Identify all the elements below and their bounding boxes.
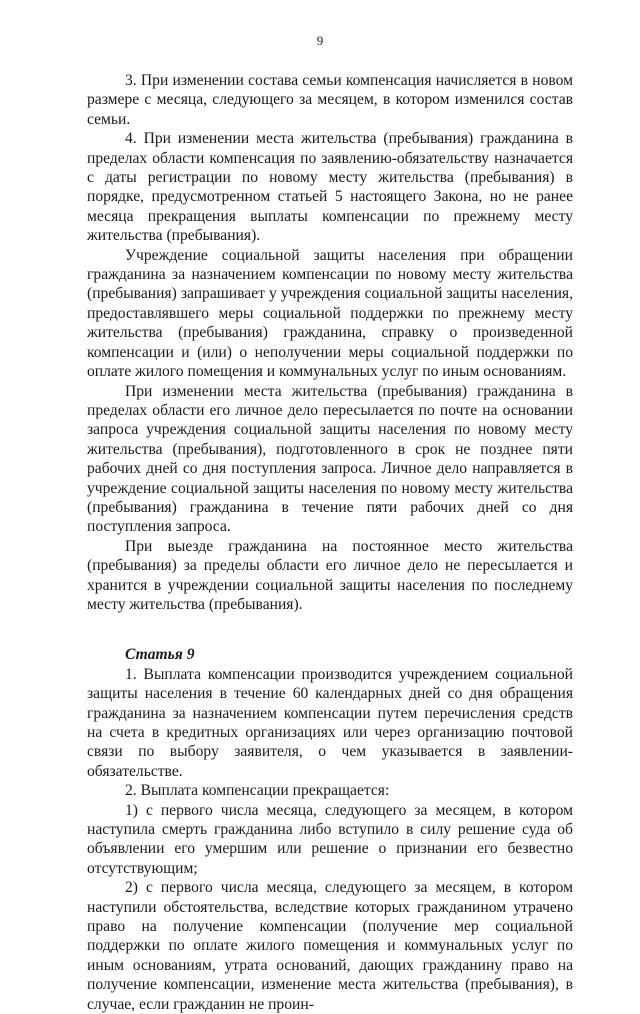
paragraph-departure-outside-region: При выезде гражданина на постоянное место жительства (пребывания) за пределы области его личное дело не пересылается и хранится в учреждении социальной защиты населения по последнему месту жительства (пребывания). [87,537,573,613]
article-9-heading: Статья 9 [125,646,195,664]
page-number: 9 [316,33,324,48]
article-9-paragraph-2: 2. Выплата компенсации прекращается: [125,782,390,800]
paragraph-personal-file-transfer: При изменении места жительства (пребывания) гражданина в пределах области его личное дело пересылается по почте на основании запроса учреждения социальной защиты населения по новому месту жительства (пребывания), подготовленного в срок не позднее пяти рабочих дней со дня поступления запроса. Личное дело направляется в учреждение социальной защиты населения по новому месту жительства (пребывания) гражданина в течение пяти рабочих дней со дня поступления запроса. [87,382,573,536]
paragraph-family-change: 3. При изменении состава семьи компенсация начисляется в новом размере с месяца, следующего за месяцем, в котором изменился состав семьи. [87,72,573,128]
document-body [87,71,573,1014]
article-9-item-1: 1) с первого числа месяца, следующего за месяцем, в котором наступила смерть гражданина либо вступило в силу решение суда об объявлении его умершим или решение о признании его безвестно отсутствующим; [87,801,573,877]
article-9-item-2: 2) с первого числа месяца, следующего за месяцем, в котором наступили обстоятельства, вследствие которых гражданином утрачено право на получение компенсации (получение мер социальной поддержки по оплате жилого помещения и коммунальных услуг по иным основаниям, утрата оснований, дающих гражданину право на получение компенсации, изменение места жительства (пребывания), в случае, если гражданин не проин- [87,879,573,1013]
section-gap [87,614,573,645]
paragraph-social-protection-request: Учреждение социальной защиты населения при обращении гражданина за назначением компенсации по новому месту жительства (пребывания) запрашивает у учреждения социальной защиты населения, предоставлявшего меры социальной поддержки по прежнему месту жительства (пребывания) гражданина, справку о произведенной компенсации и (или) о неполучении меры социальной поддержки по оплате жилого помещения и коммунальных услуг по иным основаниям. [87,246,573,381]
paragraph-residence-change: 4. При изменении места жительства (пребывания) гражданина в пределах области компенсация по заявлению-обязательству назначается с даты регистрации по новому месту жительства (пребывания) в порядке, предусмотренном статьей 5 настоящего Закона, но не ранее месяца прекращения выплаты компенсации по прежнему месту жительства (пребывания). [87,130,573,245]
article-9-paragraph-1: 1. Выплата компенсации производится учреждением социальной защиты населения в течение 60 календарных дней со дня обращения гражданина за назначением компенсации путем перечисления средств на счета в кредитных организациях или через организацию почтовой связи по выбору заявителя, о чем указывается в заявлении-обязательстве. [87,665,573,780]
